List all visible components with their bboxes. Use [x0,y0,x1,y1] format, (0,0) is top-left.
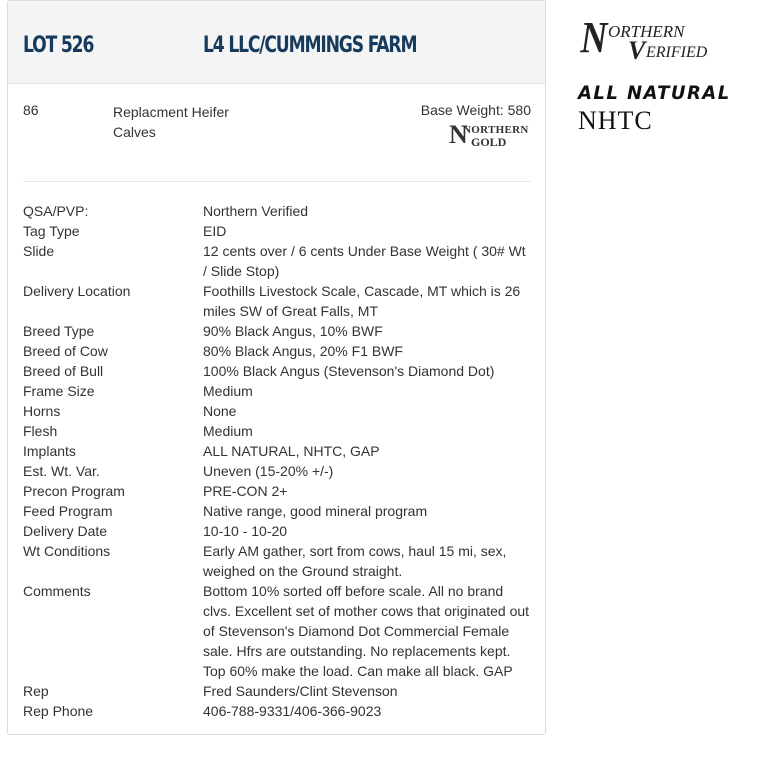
detail-row [23,541,538,581]
detail-label: Comments [23,583,91,599]
detail-label: Tag Type [23,223,80,239]
nv-logo-line2: ERIFIED [646,44,708,61]
detail-label: Slide [23,243,55,259]
detail-row [23,441,538,461]
detail-value: Early AM gather, sort from cows, haul 15 mi, sex, weighed on the Ground straight. [203,543,507,579]
detail-value: 10-10 - 10-20 [203,523,288,539]
nv-logo-v: V [628,36,646,65]
detail-label: Precon Program [23,483,125,499]
lot-details [23,201,538,721]
detail-value: Medium [203,383,253,399]
detail-label: Implants [23,443,76,459]
detail-label: Rep Phone [23,703,94,719]
detail-value: 100% Black Angus (Stevenson's Diamond Dot) [203,363,495,379]
detail-value: Fred Saunders/Clint Stevenson [203,683,398,699]
detail-value: 12 cents over / 6 cents Under Base Weight ( 30# Wt / Slide Stop) [203,243,526,279]
detail-value: Native range, good mineral program [203,503,428,519]
detail-value: Foothills Livestock Scale, Cascade, MT which is 26 miles SW of Great Falls, MT [203,283,521,319]
northern-gold-logo-line2: GOLD [471,135,507,149]
certification-panel [578,13,748,136]
detail-label: Delivery Location [23,283,131,299]
nv-logo-n: N [580,13,608,62]
detail-row [23,581,538,681]
head-count: 86 [23,102,39,118]
detail-label: Est. Wt. Var. [23,463,100,479]
base-weight: Base Weight: 580 [420,102,531,118]
detail-value: ALL NATURAL, NHTC, GAP [203,443,380,459]
detail-label: Breed of Cow [23,343,108,359]
detail-value: Medium [203,423,253,439]
detail-row [23,521,538,541]
detail-value: PRE-CON 2+ [203,483,288,499]
nv-logo-line1: ORTHERN [608,22,685,41]
detail-row [23,241,538,281]
detail-row [23,401,538,421]
detail-label: Feed Program [23,503,113,519]
detail-row [23,221,538,241]
lot-card [7,0,546,735]
detail-row [23,421,538,441]
northern-gold-logo [449,122,531,152]
lot-header [8,1,545,84]
detail-row [23,481,538,501]
detail-value: Bottom 10% sorted off before scale. All no brand clvs. Excellent set of mother cows that originated out of Stevenson's Diamond Dot Commercial Female sale. Hfrs are outstanding. No replacements kept. Top 60% make the load. Can make all black. GAP [203,583,530,679]
detail-label: Wt Conditions [23,543,111,559]
detail-label: QSA/PVP: [23,203,89,219]
detail-row [23,381,538,401]
detail-row [23,341,538,361]
detail-row [23,501,538,521]
detail-row [23,701,538,721]
detail-value: None [203,403,237,419]
lot-summary [23,84,531,182]
detail-value: 80% Black Angus, 20% F1 BWF [203,343,403,359]
cattle-description: Replacment Heifer Calves [113,104,229,140]
detail-row [23,201,538,221]
detail-value: EID [203,223,227,239]
all-natural-badge: ALL NATURAL [578,82,731,104]
detail-value: Northern Verified [203,203,309,219]
detail-value: 90% Black Angus, 10% BWF [203,323,383,339]
nhtc-badge: NHTC [578,106,653,135]
detail-label: Frame Size [23,383,95,399]
detail-row [23,461,538,481]
northern-gold-logo-letter: N [449,120,468,149]
northern-gold-logo-line1: NORTHERN [463,124,529,136]
detail-row [23,281,538,321]
seller-name: L4 LLC/CUMMINGS FARM [203,33,417,58]
detail-label: Horns [23,403,61,419]
detail-label: Flesh [23,423,58,439]
detail-row [23,361,538,381]
detail-label: Breed of Bull [23,363,104,379]
detail-label: Breed Type [23,323,95,339]
detail-label: Rep [23,683,49,699]
lot-number: LOT 526 [23,33,94,58]
detail-row [23,681,538,701]
detail-row [23,321,538,341]
detail-value: Uneven (15-20% +/-) [203,463,334,479]
northern-verified-logo [578,13,748,68]
detail-value: 406-788-9331/406-366-9023 [203,703,382,719]
detail-label: Delivery Date [23,523,108,539]
